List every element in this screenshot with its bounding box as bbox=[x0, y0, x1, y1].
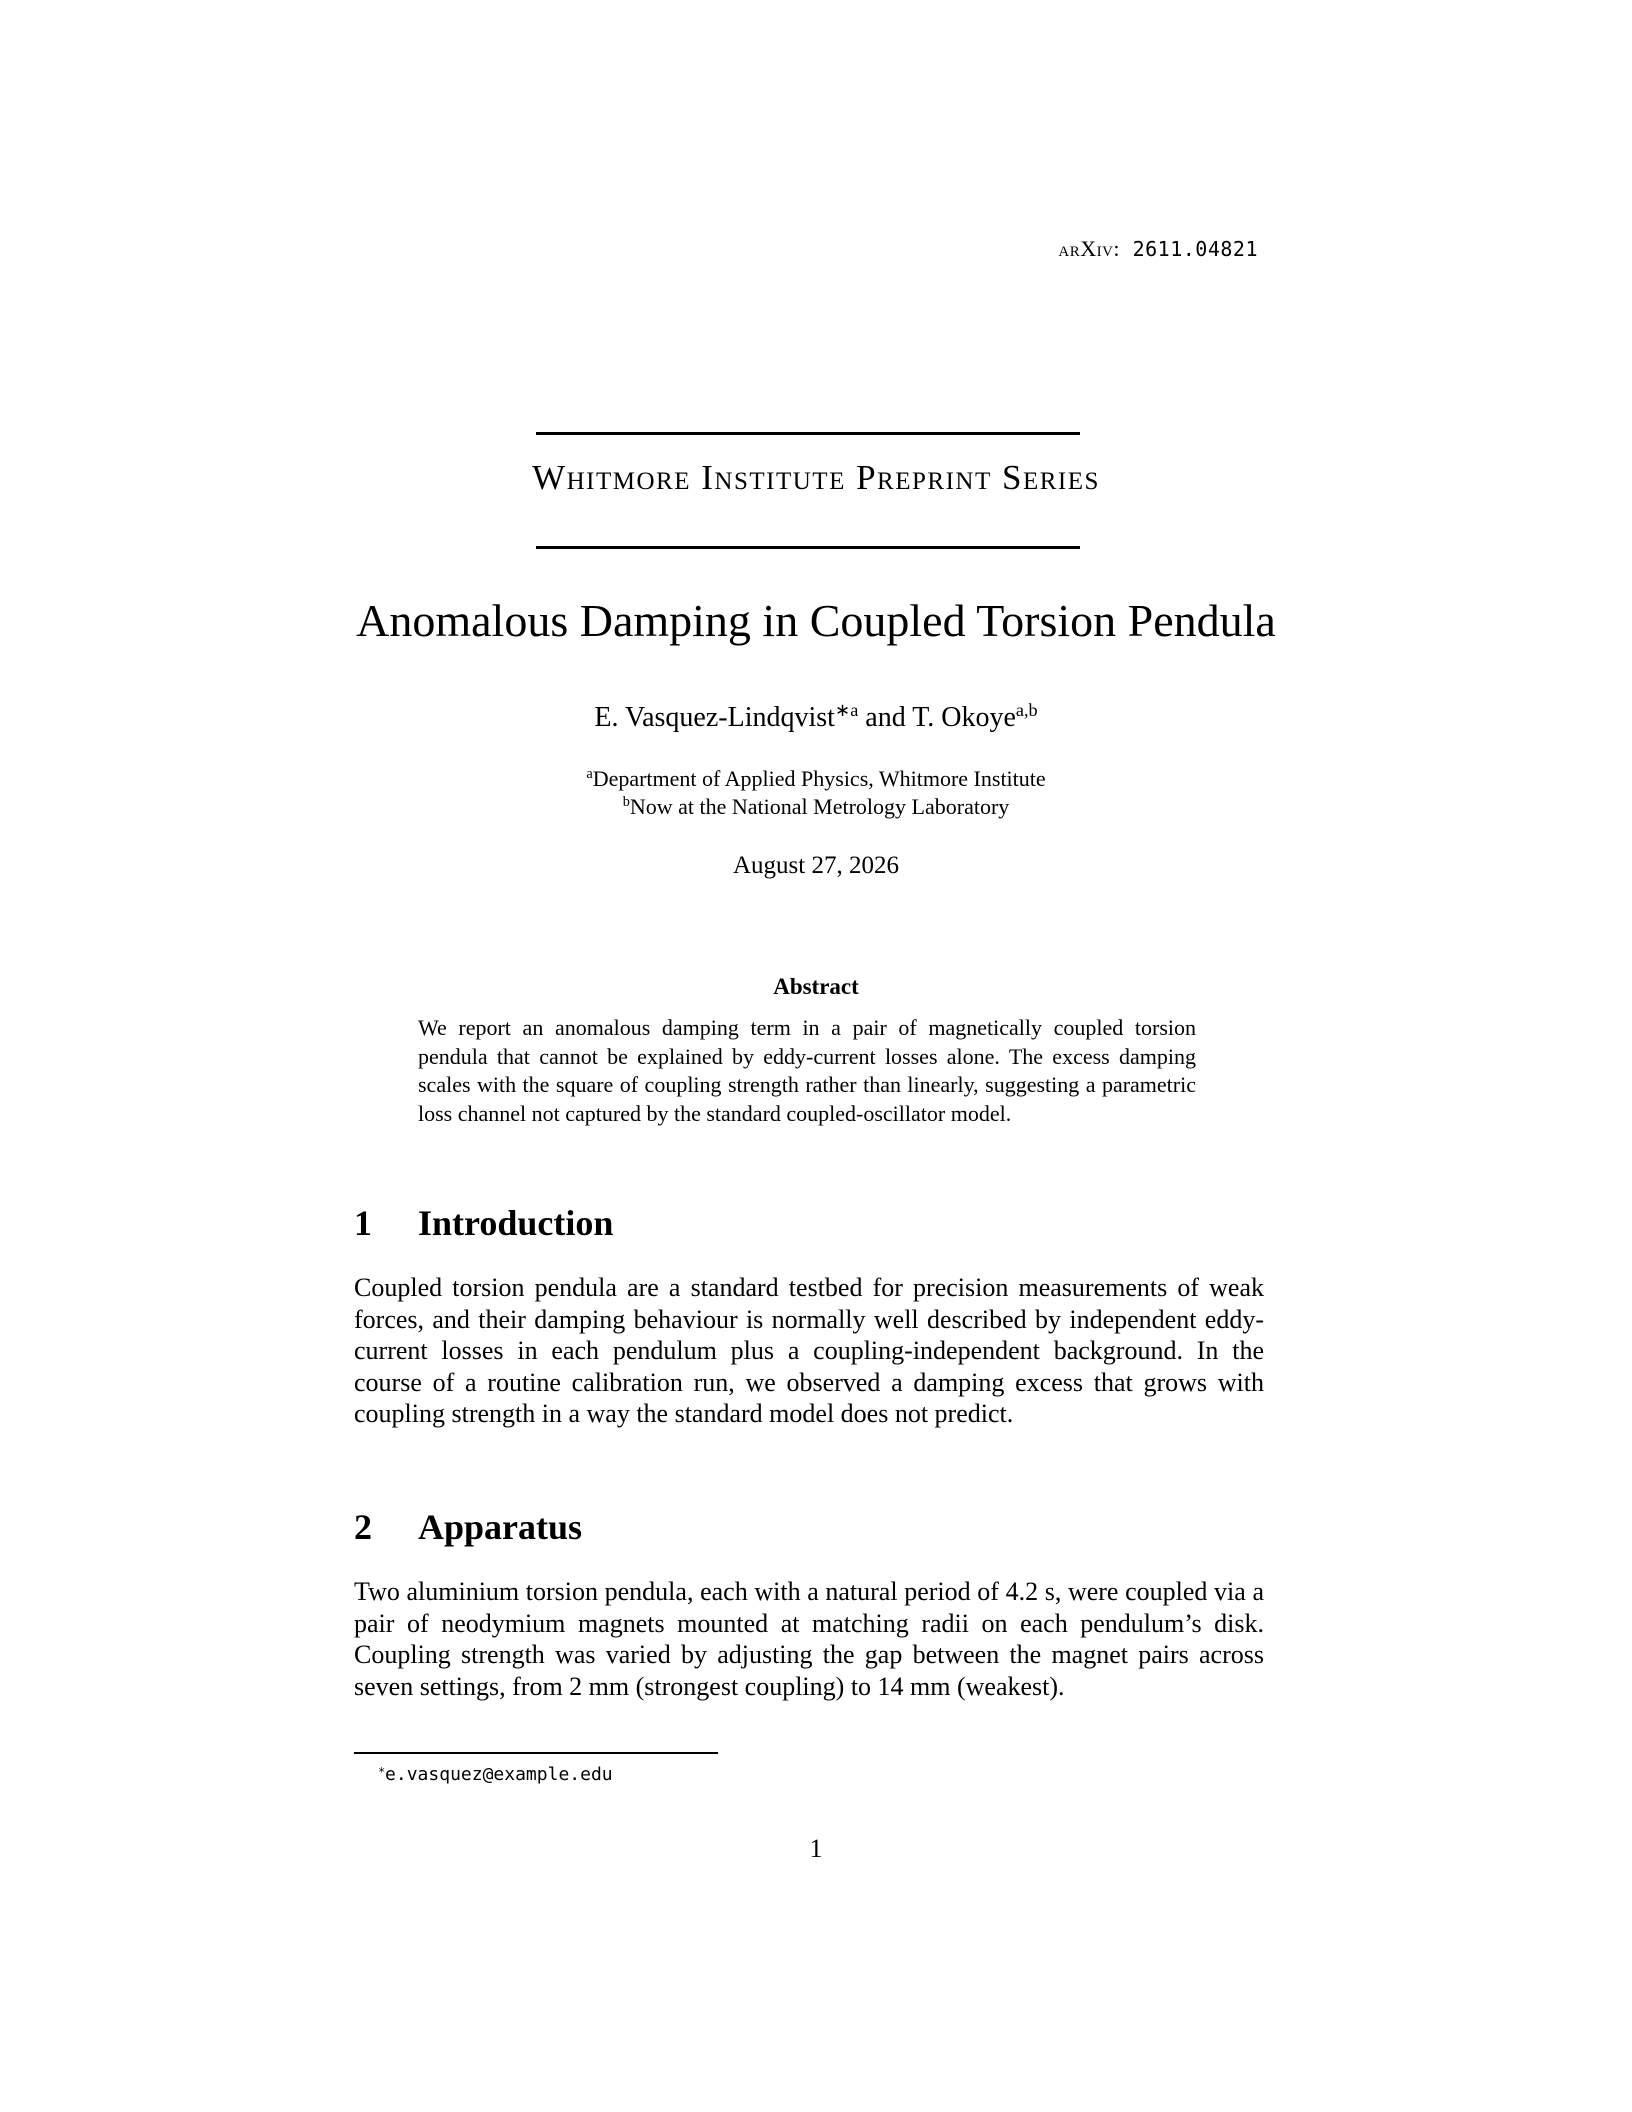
series-top-rule bbox=[536, 432, 1080, 435]
author-affiliation-mark: a,b bbox=[1015, 700, 1038, 720]
page-number: 1 bbox=[809, 1834, 823, 1863]
affiliation-mark: a bbox=[586, 766, 593, 783]
affiliation-text: Department of Applied Physics, Whitmore Institute bbox=[592, 766, 1046, 791]
footnote-rule bbox=[354, 1752, 718, 1754]
section-number: 1 bbox=[354, 1203, 372, 1243]
introduction-paragraph: Coupled torsion pendula are a standard testbed for precision measurements of weak forces, and their damping behaviour is normally well described by independent eddy-current losses in each pendulum plus a coupling-independent background. In the course of a routine calibration run, we observed a damping excess that grows with coupling strength in a way the standard model does not predict. bbox=[354, 1273, 1264, 1428]
series-bottom-rule bbox=[536, 546, 1080, 549]
apparatus-paragraph: Two aluminium torsion pendula, each with a natural period of 4.2 s, were coupled via a pair of neodymium magnets mounted at matching radii on each pendulum’s disk. Coupling strength was varied by adjusting the gap between the magnet pairs across seven settings, from 2 mm (strongest coupling) to 14 mm (weakest). bbox=[354, 1577, 1264, 1701]
section-heading-introduction bbox=[354, 1202, 613, 1244]
paper-title: Anomalous Damping in Coupled Torsion Pendula bbox=[356, 595, 1276, 646]
arxiv-label: arXiv: bbox=[1058, 236, 1121, 261]
abstract-heading: Abstract bbox=[773, 974, 859, 999]
section-title: Apparatus bbox=[418, 1507, 583, 1547]
section-heading-apparatus bbox=[354, 1506, 582, 1548]
author-name: E. Vasquez-Lindqvist bbox=[594, 702, 835, 733]
arxiv-identifier bbox=[1058, 236, 1258, 262]
paper-date: August 27, 2026 bbox=[733, 852, 899, 879]
arxiv-id: 2611.04821 bbox=[1132, 237, 1258, 261]
footnote-email: e.vasquez@example.edu bbox=[385, 1764, 613, 1785]
series-name: Whitmore Institute Preprint Series bbox=[532, 458, 1100, 497]
author-list bbox=[0, 702, 1632, 734]
author-conjunction: and bbox=[865, 702, 906, 733]
author-affiliation-mark: ∗a bbox=[834, 700, 859, 720]
abstract-text: We report an anomalous damping term in a pair of magnetically coupled torsion pendula that cannot be explained by eddy-current losses alone. The excess damping scales with the square of coupling strength rather than linearly, suggesting a parametric loss channel not captured by the standard coupled-oscillator model. bbox=[418, 1015, 1196, 1126]
affiliation-text: Now at the National Metrology Laboratory bbox=[629, 794, 1010, 819]
footnote bbox=[378, 1764, 613, 1785]
footnote-mark: ∗ bbox=[378, 1762, 386, 1777]
affiliation bbox=[0, 766, 1632, 792]
affiliation-mark: b bbox=[622, 794, 630, 811]
section-title: Introduction bbox=[418, 1203, 614, 1243]
section-number: 2 bbox=[354, 1507, 372, 1547]
affiliation bbox=[0, 794, 1632, 820]
author-name: T. Okoye bbox=[912, 702, 1016, 733]
